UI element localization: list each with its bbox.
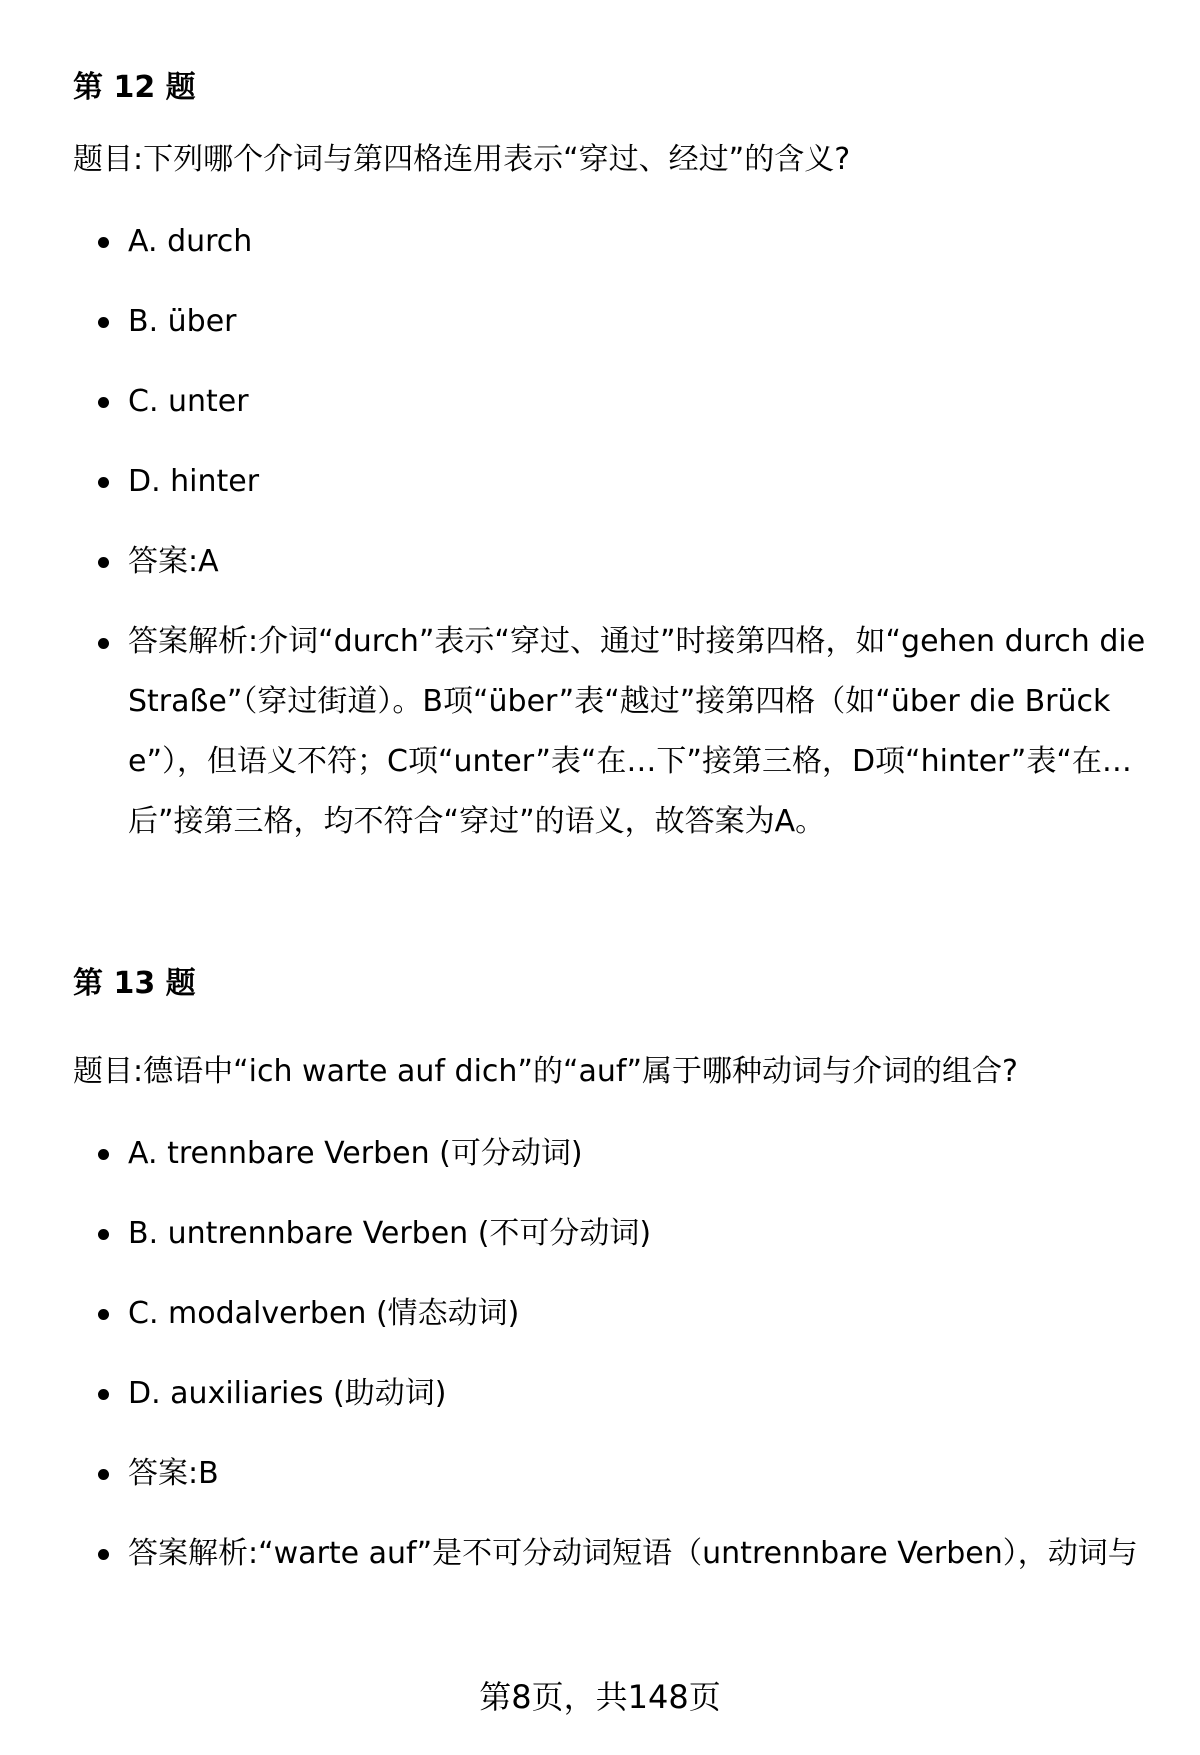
bullet-icon: [98, 638, 109, 649]
question-12-option-d: D. hinter: [128, 464, 260, 499]
question-12-option-b: B. über: [128, 304, 237, 339]
bullet-icon: [98, 397, 109, 408]
bullet-icon: [98, 557, 109, 568]
bullet-icon: [98, 1149, 109, 1160]
bullet-icon: [98, 237, 109, 248]
question-13-option-d: D. auxiliaries (助动词): [128, 1376, 447, 1411]
question-13-option-c: C. modalverben (情态动词): [128, 1296, 520, 1331]
question-12-option-a: A. durch: [128, 224, 253, 259]
bullet-icon: [98, 1389, 109, 1400]
question-12-option-c: C. unter: [128, 384, 249, 419]
question-12-title: 第 12 题: [73, 70, 196, 105]
question-13-option-a: A. trennbare Verben (可分动词): [128, 1136, 583, 1171]
question-13-stem: 题目:德语中“ich warte auf dich”的“auf”属于哪种动词与介词的组合?: [73, 1054, 1018, 1089]
question-12-stem: 题目:下列哪个介词与第四格连用表示“穿过、经过”的含义?: [73, 142, 851, 177]
question-13-answer: 答案:B: [128, 1456, 219, 1491]
page-number: 第8页，共148页: [479, 1678, 721, 1716]
bullet-icon: [98, 1549, 109, 1560]
bullet-icon: [98, 1309, 109, 1320]
bullet-icon: [98, 317, 109, 328]
question-13-analysis: 答案解析:“warte auf”是不可分动词短语（untrennbare Verben），动词与: [128, 1536, 1138, 1571]
question-12-answer: 答案:A: [128, 544, 219, 579]
bullet-icon: [98, 477, 109, 488]
question-13-title: 第 13 题: [73, 966, 196, 1001]
question-13-option-b: B. untrennbare Verben (不可分动词): [128, 1216, 652, 1251]
question-12-analysis: 答案解析:介词“durch”表示“穿过、通过”时接第四格，如“gehen durch die Straße”（穿过街道）。B项“über”表“越过”接第四格（如“über die Brücke”），但语义不符；C项“unter”表“在…下”接第三格，D项“hinter”表“在…后”接第三格，均不符合“穿过”的语义，故答案为A。: [128, 624, 1146, 839]
bullet-icon: [98, 1469, 109, 1480]
bullet-icon: [98, 1229, 109, 1240]
